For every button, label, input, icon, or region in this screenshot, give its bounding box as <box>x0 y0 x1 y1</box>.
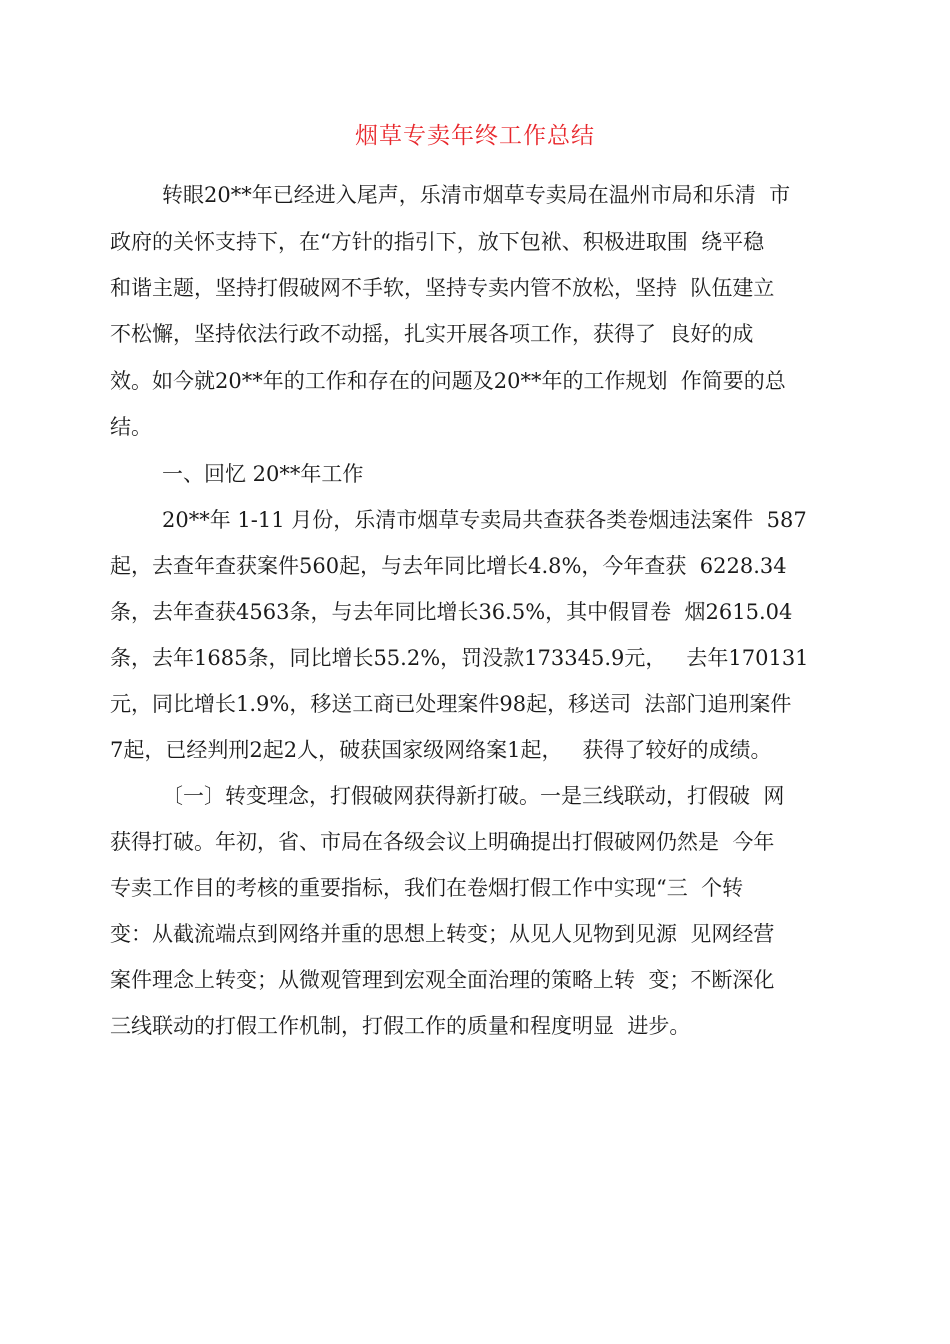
body-line: 元，同比增长1.9%，移送工商已处理案件98起，移送司 法部门追刑案件 <box>110 692 792 716</box>
body-line: 〔一〕转变理念，打假破网获得新打破。一是三线联动，打假破 网 <box>162 784 785 808</box>
body-line: 效。如今就20**年的工作和存在的问题及20**年的工作规划 作简要的总 <box>110 369 786 393</box>
body-line: 三线联动的打假工作机制，打假工作的质量和程度明显 进步。 <box>110 1014 691 1038</box>
body-line: 变：从截流端点到网络并重的思想上转变；从见人见物到见源 见网经营 <box>110 922 775 946</box>
body-line: 条，去年查获4563条，与去年同比增长36.5%，其中假冒卷 烟2615.04 <box>110 600 793 624</box>
body-line: 政府的关怀支持下，在“方针的指引下，放下包袱、积极进取围 绕平稳 <box>110 230 765 254</box>
section-heading: 一、回忆 20**年工作 <box>162 462 364 486</box>
body-line: 专卖工作目的考核的重要指标，我们在卷烟打假工作中实现“三 个转 <box>110 876 744 900</box>
body-line: 和谐主题，坚持打假破网不手软，坚持专卖内管不放松，坚持 队伍建立 <box>110 276 775 300</box>
body-line: 不松懈，坚持依法行政不动摇，扎实开展各项工作，获得了 良好的成 <box>110 322 754 346</box>
body-line: 案件理念上转变；从微观管理到宏观全面治理的策略上转 变；不断深化 <box>110 968 775 992</box>
body-line: 结。 <box>110 415 152 439</box>
body-line: 获得打破。年初，省、市局在各级会议上明确提出打假破网仍然是 今年 <box>110 830 775 854</box>
body-line: 20**年 1-11 月份，乐清市烟草专卖局共查获各类卷烟违法案件 587 <box>162 508 807 532</box>
body-line: 起，去查年查获案件560起，与去年同比增长4.8%，今年查获 6228.34 <box>110 554 787 578</box>
body-line: 7起，已经判刑2起2人，破获国家级网络案1起， 获得了较好的成绩。 <box>110 738 772 762</box>
body-line: 转眼20**年已经进入尾声，乐清市烟草专卖局在温州市局和乐清 市 <box>162 183 791 207</box>
body-line: 条，去年1685条，同比增长55.2%，罚没款173345.9元， 去年170131 <box>110 646 809 670</box>
document-title: 烟草专卖年终工作总结 <box>355 123 595 149</box>
